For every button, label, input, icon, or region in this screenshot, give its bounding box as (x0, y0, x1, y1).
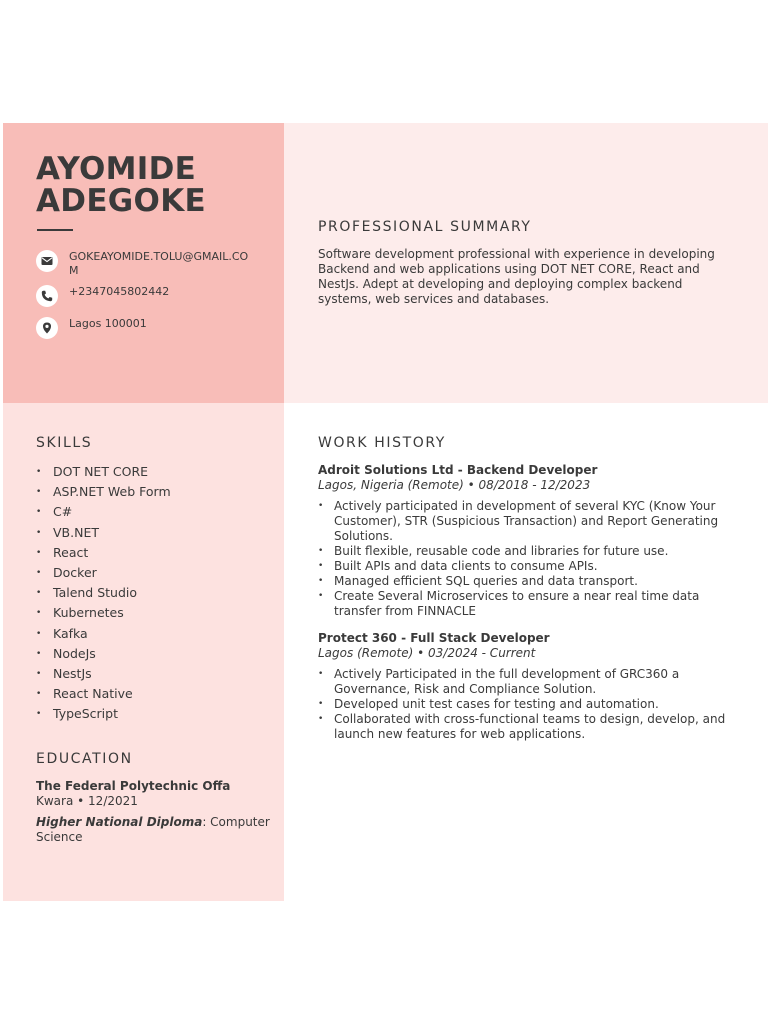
skill-item: • DOT NET CORE (36, 462, 171, 482)
work-heading: WORK HISTORY (318, 435, 446, 451)
skills-list (36, 462, 171, 725)
job-entry (318, 463, 738, 619)
summary-heading: PROFESSIONAL SUMMARY (318, 219, 532, 235)
job-title: Protect 360 - Full Stack Developer (318, 631, 550, 645)
skill-item: • TypeScript (36, 704, 171, 724)
summary-text: Software development professional with experience in developing Backend and web applications using DOT NET CORE, React and NestJs. Adept at developing and deploying complex backend systems, web services and databases. (318, 247, 715, 306)
person-name (36, 153, 206, 217)
phone-icon (36, 285, 58, 307)
school-name: The Federal Polytechnic Offa (36, 779, 231, 793)
skill-item: • NodeJs (36, 644, 171, 664)
job-title: Adroit Solutions Ltd - Backend Developer (318, 463, 598, 477)
skill-item: • Talend Studio (36, 583, 171, 603)
skill-item: • Docker (36, 563, 171, 583)
job-bullets (318, 499, 738, 619)
education-entry (36, 779, 276, 845)
job-bullet: • Actively participated in development of several KYC (Know Your Customer), STR (Suspicious Transaction) and Report Generating Solutions. (318, 499, 738, 544)
school-meta: Kwara • 12/2021 (36, 794, 138, 808)
job-meta: Lagos, Nigeria (Remote) • 08/2018 - 12/2023 (318, 478, 591, 492)
job-bullet: • Built flexible, reusable code and libraries for future use. (318, 544, 738, 559)
location-pin-icon (36, 317, 58, 339)
job-bullet: • Collaborated with cross-functional teams to design, develop, and launch new features for web applications. (318, 712, 738, 742)
job-bullet: • Create Several Microservices to ensure a near real time data transfer from FINNACLE (318, 589, 738, 619)
envelope-icon (36, 250, 58, 272)
job-bullet: • Built APIs and data clients to consume APIs. (318, 559, 738, 574)
skill-item: • Kubernetes (36, 603, 171, 623)
job-bullets (318, 667, 738, 742)
job-dates: 08/2018 - 12/2023 (478, 478, 591, 492)
phone-text: +2347045802442 (69, 285, 170, 298)
skill-item: • React Native (36, 684, 171, 704)
location-text: Lagos 100001 (69, 317, 147, 330)
email-text: GOKEAYOMIDE.TOLU@GMAIL.COM (69, 250, 249, 277)
job-bullet: • Actively Participated in the full development of GRC360 a Governance, Risk and Compliance Solution. (318, 667, 738, 697)
skill-item: • VB.NET (36, 523, 171, 543)
job-meta: Lagos (Remote) • 03/2024 - Current (318, 646, 536, 660)
last-name: ADEGOKE (36, 183, 206, 219)
skill-item: • C# (36, 502, 171, 522)
resume-page (3, 123, 768, 901)
skills-heading: SKILLS (36, 435, 93, 451)
job-entry (318, 631, 738, 742)
job-location: Lagos, Nigeria (Remote) (318, 478, 464, 492)
job-dates: 03/2024 - Current (428, 646, 536, 660)
name-divider (37, 229, 73, 231)
job-location: Lagos (Remote) (318, 646, 414, 660)
degree-line: Higher National Diploma: Computer Science (36, 815, 270, 844)
job-bullet: • Managed efficient SQL queries and data transport. (318, 574, 738, 589)
school-location: Kwara (36, 794, 74, 808)
skill-item: • NestJs (36, 664, 171, 684)
skill-item: • Kafka (36, 624, 171, 644)
school-date: 12/2021 (88, 794, 138, 808)
job-bullet: • Developed unit test cases for testing and automation. (318, 697, 738, 712)
first-name: AYOMIDE (36, 151, 197, 187)
degree-field: Computer Science (36, 815, 270, 844)
education-heading: EDUCATION (36, 751, 133, 767)
skill-item: • React (36, 543, 171, 563)
skill-item: • ASP.NET Web Form (36, 482, 171, 502)
degree-name: Higher National Diploma (36, 815, 203, 829)
